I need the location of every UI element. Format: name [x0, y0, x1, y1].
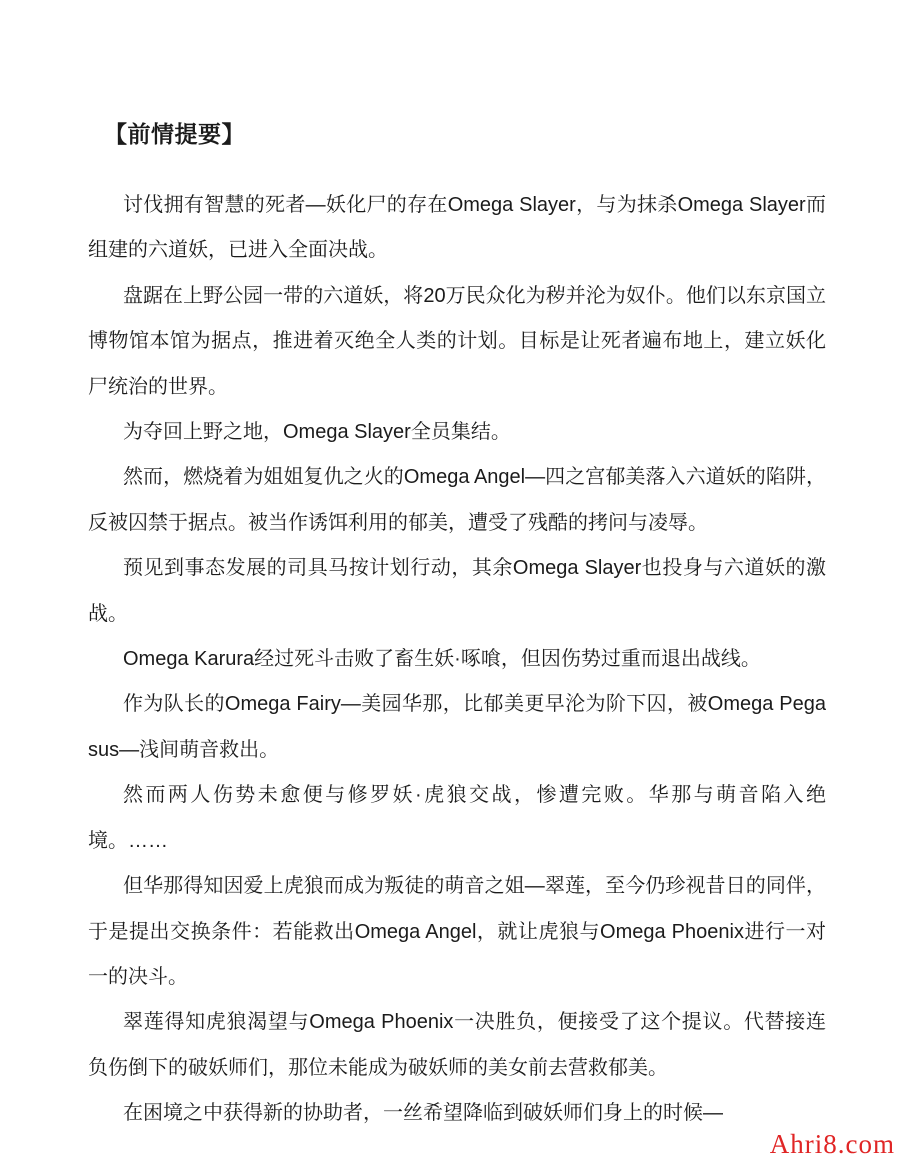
page-title: 【前情提要】: [104, 121, 245, 147]
paragraph: 在困境之中获得新的协助者，一丝希望降临到破妖师们身上的时候—: [123, 1102, 723, 1125]
paragraph: 然而，燃烧着为姐姐复仇之火的Omega Angel—四之宫郁美落入六道妖的陷阱，反被囚禁于据点。被当作诱饵利用的郁美，遭受了残酷的拷问与凌辱。: [88, 466, 826, 534]
watermark: Ahri8.com: [769, 1129, 895, 1159]
paragraph: 盘踞在上野公园一带的六道妖，将20万民众化为秽并沦为奴仆。他们以东京国立博物馆本馆为据点，推进着灭绝全人类的计划。目标是让死者遍布地上，建立妖化尸统治的世界。: [88, 284, 826, 398]
paragraph: 讨伐拥有智慧的死者—妖化尸的存在Omega Slayer，与为抹杀Omega Slayer而组建的六道妖，已进入全面决战。: [88, 194, 826, 262]
synopsis-body: [88, 183, 826, 1137]
paragraph: 作为队长的Omega Fairy—美园华那，比郁美更早沦为阶下囚，被Omega Pegasus—浅间萌音救出。: [88, 693, 826, 761]
paragraph: Omega Karura经过死斗击败了畜生妖·啄喰，但因伤势过重而退出战线。: [123, 648, 761, 671]
paragraph: 为夺回上野之地，Omega Slayer全员集结。: [123, 421, 511, 444]
paragraph: 然而两人伤势未愈便与修罗妖·虎狼交战，惨遭完败。华那与萌音陷入绝境。……: [88, 784, 826, 852]
paragraph: 但华那得知因爱上虎狼而成为叛徒的萌音之姐—翠莲，至今仍珍视昔日的同伴，于是提出交换条件：若能救出Omega Angel，就让虎狼与Omega Phoenix进行一对一的决斗。: [88, 875, 826, 988]
paragraph: 翠莲得知虎狼渴望与Omega Phoenix一决胜负，便接受了这个提议。代替接连负伤倒下的破妖师们，那位未能成为破妖师的美女前去营救郁美。: [88, 1011, 826, 1079]
paragraph: 预见到事态发展的司具马按计划行动，其余Omega Slayer也投身与六道妖的激战。: [88, 557, 826, 625]
